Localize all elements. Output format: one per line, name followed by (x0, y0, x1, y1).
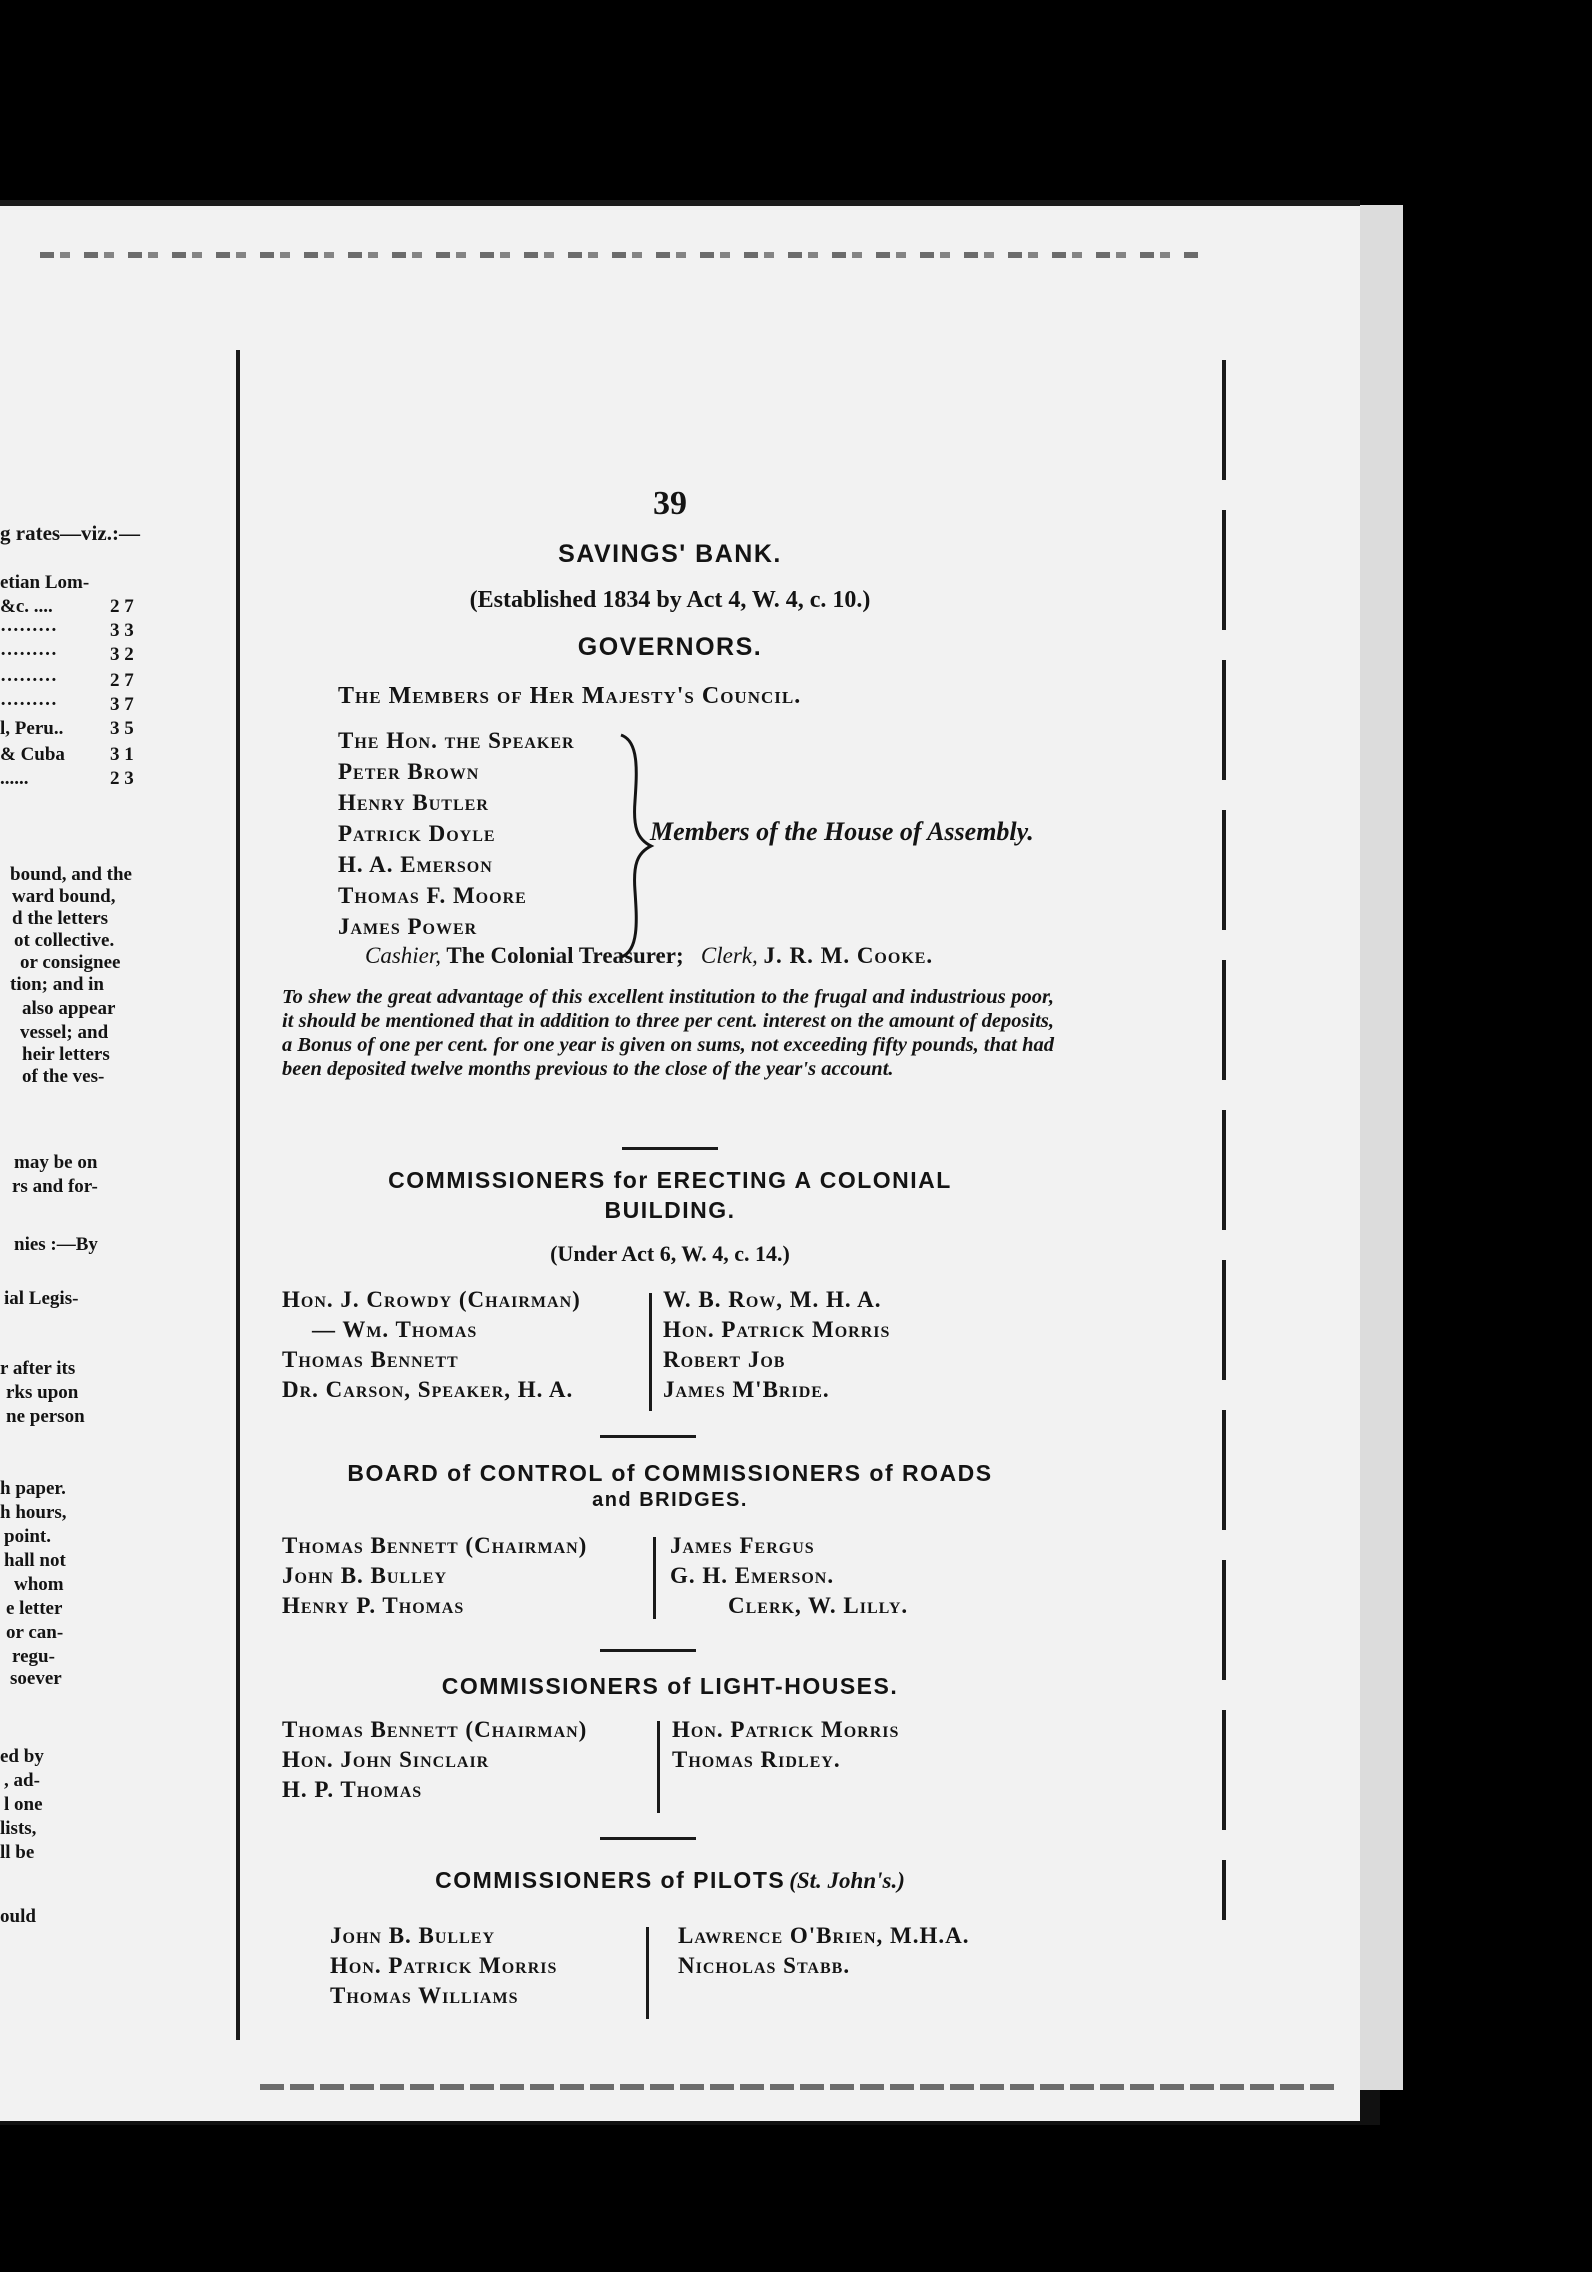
rate-row-label: ········· (0, 620, 58, 641)
curly-brace-icon (615, 731, 655, 961)
column-divider (657, 1721, 660, 1813)
left-text-line: whom (14, 1574, 64, 1595)
bottom-rule (260, 2084, 1340, 2090)
clerk-value: J. R. M. Cooke. (763, 943, 934, 968)
roads-clerk: Clerk, W. Lilly. (728, 1593, 909, 1618)
commissioner-name: James Fergus (670, 1533, 815, 1558)
pilots-heading-place: (St. John's.) (789, 1868, 905, 1893)
colonial-building-act: (Under Act 6, W. 4, c. 14.) (550, 1241, 790, 1266)
left-text-line: ot collective. (14, 930, 115, 951)
roads-right (670, 1531, 908, 1621)
roads-heading-line1: BOARD of CONTROL of COMMISSIONERS of ROADS (347, 1460, 993, 1486)
commissioner-name: Hon. John Sinclair (282, 1747, 490, 1772)
left-text-line: hall not (4, 1550, 66, 1571)
member-name: H. A. Emerson (338, 852, 493, 877)
member-name: The Hon. the Speaker (338, 728, 575, 753)
lighthouses-heading: COMMISSIONERS of LIGHT-HOUSES. (441, 1673, 899, 1699)
members-caption: Members of the House of Assembly. (650, 817, 1034, 846)
member-name: Thomas F. Moore (338, 883, 527, 908)
commissioner-name: John B. Bulley (282, 1563, 448, 1588)
commissioner-name: G. H. Emerson. (670, 1563, 835, 1588)
commissioner-name: Thomas Bennett (282, 1347, 459, 1372)
left-text-line: nies :—By (14, 1234, 98, 1255)
rate-row-label: l, Peru.. (0, 718, 64, 739)
commissioner-name: W. B. Row, M. H. A. (663, 1287, 882, 1312)
established-note: (Established 1834 by Act 4, W. 4, c. 10.) (469, 587, 871, 613)
rate-row-value: 2 7 (110, 670, 134, 691)
commissioner-name: Hon. Patrick Morris (330, 1953, 558, 1978)
rate-row (0, 642, 170, 668)
rate-row-value: 2 7 (110, 596, 134, 617)
pilots-heading (270, 1867, 1070, 1894)
commissioner-name: — Wm. Thomas (312, 1317, 478, 1342)
left-text-line: of the ves- (22, 1066, 105, 1087)
left-text-line: point. (4, 1526, 51, 1547)
commissioner-name: Hon. Patrick Morris (663, 1317, 891, 1342)
rate-row-value: 2 3 (110, 768, 134, 789)
left-text-line: rs and for- (12, 1176, 98, 1197)
left-text-line: soever (10, 1668, 62, 1689)
left-text-line: lists, (0, 1818, 37, 1839)
column-divider (649, 1293, 652, 1411)
roads-left (282, 1531, 587, 1621)
rate-row-label: & Cuba (0, 744, 65, 765)
commissioner-name: John B. Bulley (330, 1923, 496, 1948)
left-text-line: l one (4, 1794, 43, 1815)
rate-row-label: ········· (0, 644, 58, 665)
left-text-line: , ad- (4, 1770, 40, 1791)
rate-row-value: 3 5 (110, 718, 134, 739)
left-text-line: ould (0, 1906, 36, 1927)
rate-row-label: etian Lom- (0, 572, 90, 593)
left-text-line: r after its (0, 1358, 76, 1379)
commissioner-name: Thomas Bennett (Chairman) (282, 1717, 588, 1742)
rate-row-label: &c. .... (0, 596, 53, 617)
section-divider (600, 1837, 696, 1840)
member-name: James Power (338, 914, 478, 939)
gutter-rule (236, 350, 240, 2040)
left-text-line: regu- (12, 1646, 55, 1667)
rates-line: g rates—viz.:— (0, 521, 140, 545)
header-rule (40, 252, 1200, 258)
members-list (338, 725, 575, 942)
commissioner-name: Dr. Carson, Speaker, H. A. (282, 1377, 574, 1402)
left-text-line: heir letters (22, 1044, 110, 1065)
pilots-right (678, 1921, 969, 1981)
rate-row-label: ········· (0, 670, 58, 691)
column-divider (653, 1537, 656, 1619)
rate-row (0, 668, 170, 694)
cashier-value: The Colonial Treasurer; (446, 943, 684, 968)
left-text-line: may be on (14, 1152, 98, 1173)
left-text-line: ne person (6, 1406, 85, 1427)
left-text-line: or consignee (20, 952, 121, 973)
colonial-building-left (282, 1285, 581, 1405)
left-text-line: rks upon (6, 1382, 79, 1403)
rate-row (0, 692, 170, 718)
governors-heading: GOVERNORS. (577, 633, 763, 661)
colonial-building-right (663, 1285, 890, 1405)
page-number: 39 (653, 485, 687, 522)
rate-row (0, 618, 170, 644)
left-text-line: or can- (6, 1622, 64, 1643)
rate-row-label: ...... (0, 768, 29, 789)
pilots-heading-main: COMMISSIONERS of PILOTS (435, 1867, 786, 1893)
left-text-line: ll be (0, 1842, 35, 1863)
rate-row (0, 766, 170, 792)
commissioner-name: Thomas Williams (330, 1983, 519, 2008)
left-text-line: ed by (0, 1746, 44, 1767)
commissioner-name: James M'Bride. (663, 1377, 830, 1402)
left-text-line: ial Legis- (4, 1288, 79, 1309)
rate-row (0, 742, 170, 768)
left-text-line: ward bound, (12, 886, 116, 907)
commissioner-name: Thomas Bennett (Chairman) (282, 1533, 588, 1558)
savings-paragraph: To shew the great advantage of this excellent institution to the frugal and industrious poor, it should be mentioned that in addition to three per cent. interest on the amount of deposits, a Bonus of one per cent. for one year is given on sums, not exceeding fifty pounds, that had been deposited twelve months previous to the close of the year's account. (282, 986, 1054, 1080)
lighthouses-right (672, 1715, 899, 1775)
left-text-line: also appear (22, 998, 116, 1019)
rate-row (0, 570, 170, 596)
commissioner-name: Hon. Patrick Morris (672, 1717, 900, 1742)
right-margin-rule (1222, 360, 1226, 1920)
rate-row (0, 594, 170, 620)
left-text-line: d the letters (12, 908, 109, 929)
colonial-building-heading-line2: BUILDING. (604, 1197, 736, 1223)
member-name: Peter Brown (338, 759, 480, 784)
left-text-line: h paper. (0, 1478, 66, 1499)
colonial-building-heading-line1: COMMISSIONERS for ERECTING A COLONIAL (388, 1167, 952, 1193)
section-divider (600, 1435, 696, 1438)
left-text-line: tion; and in (10, 974, 104, 995)
left-text-line: bound, and the (10, 864, 132, 885)
rate-row-label: ········· (0, 694, 58, 715)
commissioner-name: Nicholas Stabb. (678, 1953, 851, 1978)
commissioner-name: Lawrence O'Brien, M.H.A. (678, 1923, 970, 1948)
commissioner-name: Robert Job (663, 1347, 786, 1372)
member-name: Patrick Doyle (338, 821, 496, 846)
member-name: Henry Butler (338, 790, 489, 815)
commissioner-name: Hon. J. Crowdy (Chairman) (282, 1287, 581, 1312)
rate-row-value: 3 7 (110, 694, 134, 715)
cashier-line (365, 943, 933, 969)
roads-heading-line2: and BRIDGES. (592, 1489, 748, 1511)
savings-bank-title: SAVINGS' BANK. (558, 540, 782, 568)
cashier-label: Cashier, (365, 943, 442, 968)
left-text-line: h hours, (0, 1502, 67, 1523)
column-divider (646, 1927, 649, 2019)
left-text-line: vessel; and (20, 1022, 109, 1043)
council-line: The Members of Her Majesty's Council. (338, 683, 802, 709)
rate-row-value: 3 3 (110, 620, 134, 641)
pilots-left (330, 1921, 557, 2011)
section-divider (622, 1147, 718, 1150)
lighthouses-left (282, 1715, 587, 1805)
clerk-label: Clerk, (700, 943, 758, 968)
rate-row (0, 716, 170, 742)
commissioner-name: Henry P. Thomas (282, 1593, 465, 1618)
section-divider (600, 1649, 696, 1652)
rate-row-value: 3 1 (110, 744, 134, 765)
rate-row-value: 3 2 (110, 644, 134, 665)
commissioner-name: H. P. Thomas (282, 1777, 423, 1802)
commissioner-name: Thomas Ridley. (672, 1747, 841, 1772)
left-text-line: e letter (6, 1598, 63, 1619)
